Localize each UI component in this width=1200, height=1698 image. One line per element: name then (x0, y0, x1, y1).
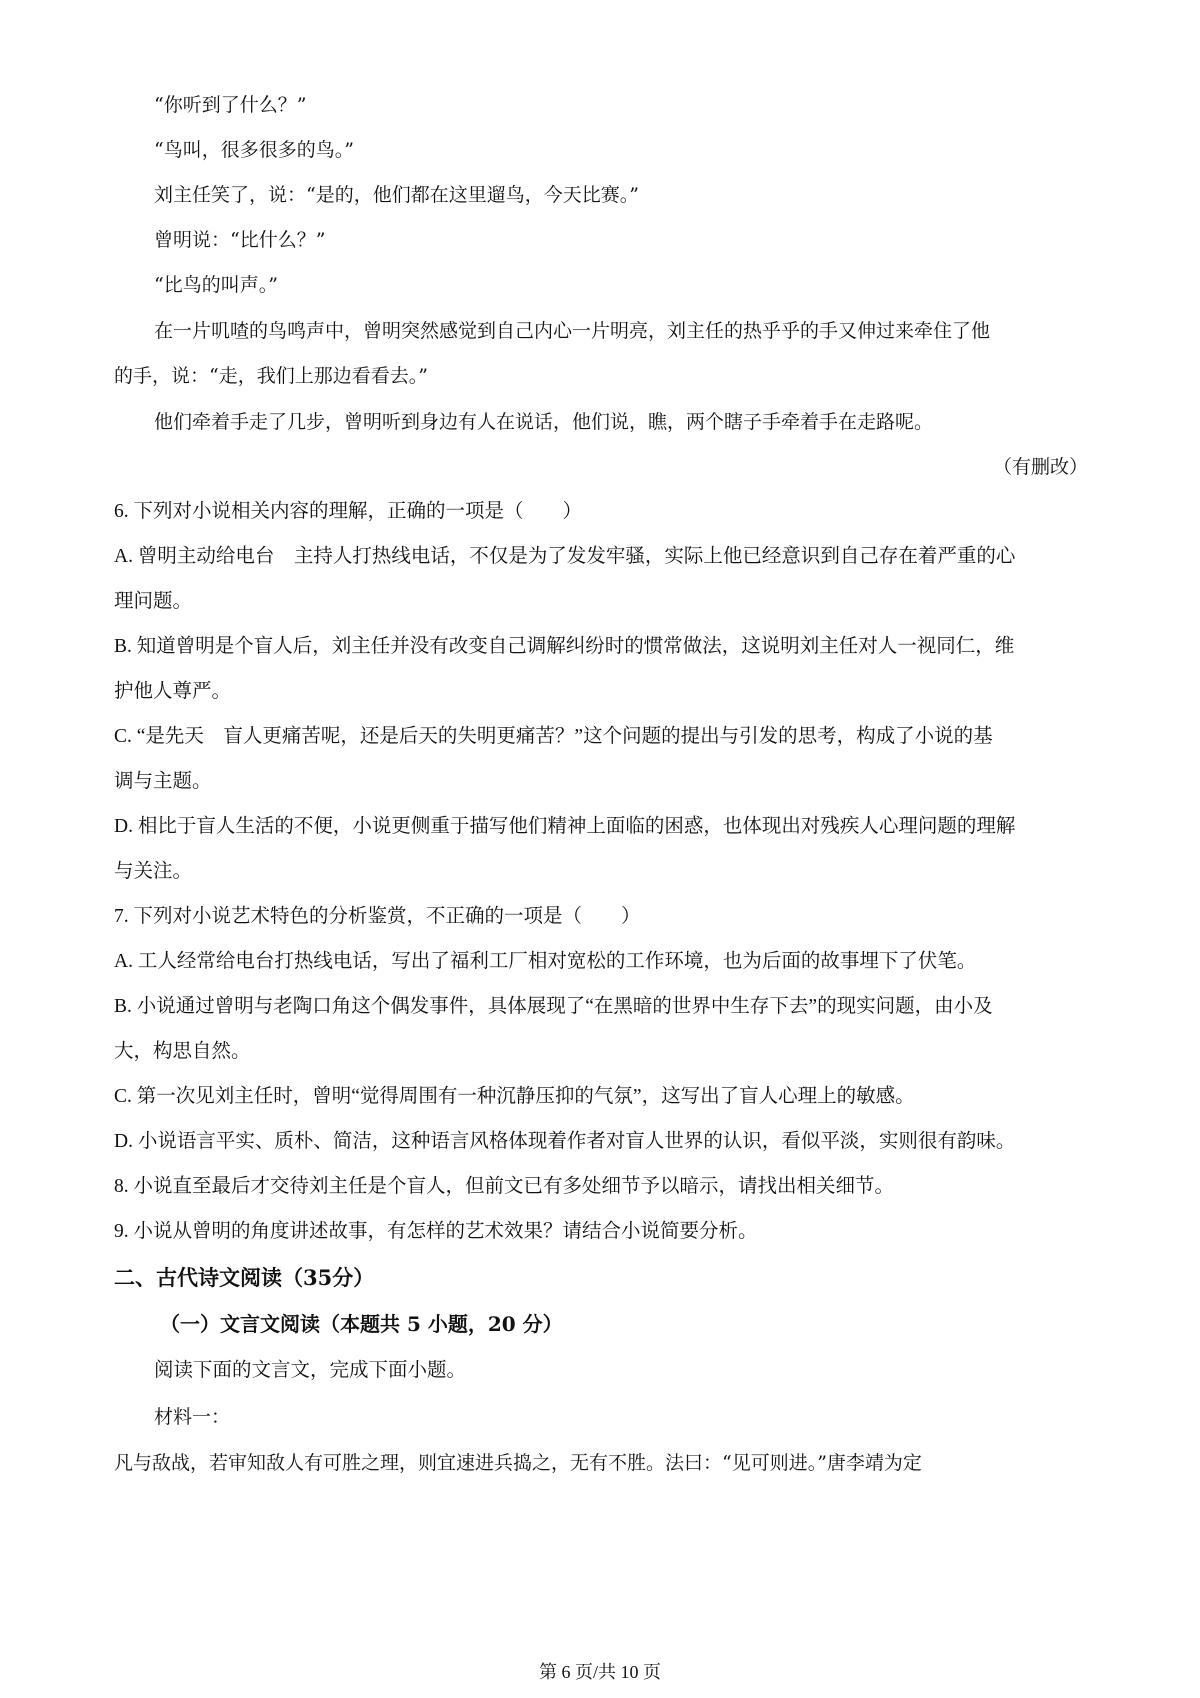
page-number: 第 6 页/共 10 页 (538, 1662, 661, 1682)
question-6: 6. 下列对小说相关内容的理解，正确的一项是（ ） (114, 501, 583, 522)
option-6a: A. 曾明主动给电台 主持人打热线电话，不仅是为了发发牢骚，实际上他已经意识到自己存在着严重的心 (114, 546, 1016, 567)
story-line: 刘主任笑了，说：“是的，他们都在这里遛鸟，今天比赛。” (154, 184, 639, 206)
question-7: 7. 下列对小说艺术特色的分析鉴赏，不正确的一项是（ ） (114, 906, 641, 927)
option-6a-cont: 理问题。 (114, 591, 193, 612)
story-line: 在一片叽喳的鸟鸣声中，曾明突然感觉到自己内心一片明亮，刘主任的热乎乎的手又伸过来牵住了他 (154, 320, 991, 342)
story-line: 曾明说：“比什么？” (154, 229, 326, 251)
question-9: 9. 小说从曾明的角度讲述故事，有怎样的艺术效果？请结合小说简要分析。 (114, 1221, 758, 1242)
question-8: 8. 小说直至最后才交待刘主任是个盲人，但前文已有多处细节予以暗示，请找出相关细节。 (114, 1176, 895, 1197)
option-7a: A. 工人经常给电台打热线电话，写出了福利工厂相对宽松的工作环境，也为后面的故事埋下了伏笔。 (114, 951, 977, 972)
instruction: 阅读下面的文言文，完成下面小题。 (154, 1360, 467, 1381)
option-6b-cont: 护他人尊严。 (114, 681, 232, 702)
story-line: 他们牵着手走了几步，曾明听到身边有人在说话，他们说，瞧，两个瞎子手牵着手在走路呢。 (154, 411, 934, 433)
option-7b: B. 小说通过曾明与老陶口角这个偶发事件，具体展现了“在黑暗的世界中生存下去”的现实问题，由小及 (114, 996, 993, 1017)
source-note: （有删改） (992, 456, 1088, 478)
option-7d: D. 小说语言平实、质朴、简洁，这种语言风格体现着作者对盲人世界的认识，看似平淡，实则很有韵味。 (114, 1131, 1016, 1152)
option-6d-cont: 与关注。 (114, 861, 193, 882)
subsection-title: （一）文言文阅读（本题共 5 小题，20 分） (160, 1312, 563, 1336)
classical-text: 凡与敌战，若审知敌人有可胜之理，则宜速进兵捣之，无有不胜。法曰：“见可则进。”唐李靖为定 (114, 1452, 922, 1474)
option-6b: B. 知道曾明是个盲人后，刘主任并没有改变自己调解纠纷时的惯常做法，这说明刘主任对人一视同仁，维 (114, 636, 1015, 657)
option-6c: C. “是先天 盲人更痛苦呢，还是后天的失明更痛苦？”这个问题的提出与引发的思考，构成了小说的基 (114, 726, 993, 747)
option-7b-cont: 大，构思自然。 (114, 1041, 251, 1062)
option-7c: C. 第一次见刘主任时，曾明“觉得周围有一种沉静压抑的气氛”，这写出了盲人心理上的敏感。 (114, 1086, 915, 1107)
story-line: “比鸟的叫声。” (154, 274, 278, 296)
option-6c-cont: 调与主题。 (114, 771, 212, 792)
material-label: 材料一： (154, 1406, 231, 1428)
story-line: “鸟叫，很多很多的鸟。” (154, 139, 354, 161)
story-line: 的手，说：“走，我们上那边看看去。” (114, 365, 428, 387)
story-line: “你听到了什么？” (154, 94, 307, 116)
option-6d: D. 相比于盲人生活的不便，小说更侧重于描写他们精神上面临的困惑，也体现出对残疾人心理问题的理解 (114, 816, 1016, 837)
section-title: 二、古代诗文阅读（35分） (114, 1265, 375, 1290)
